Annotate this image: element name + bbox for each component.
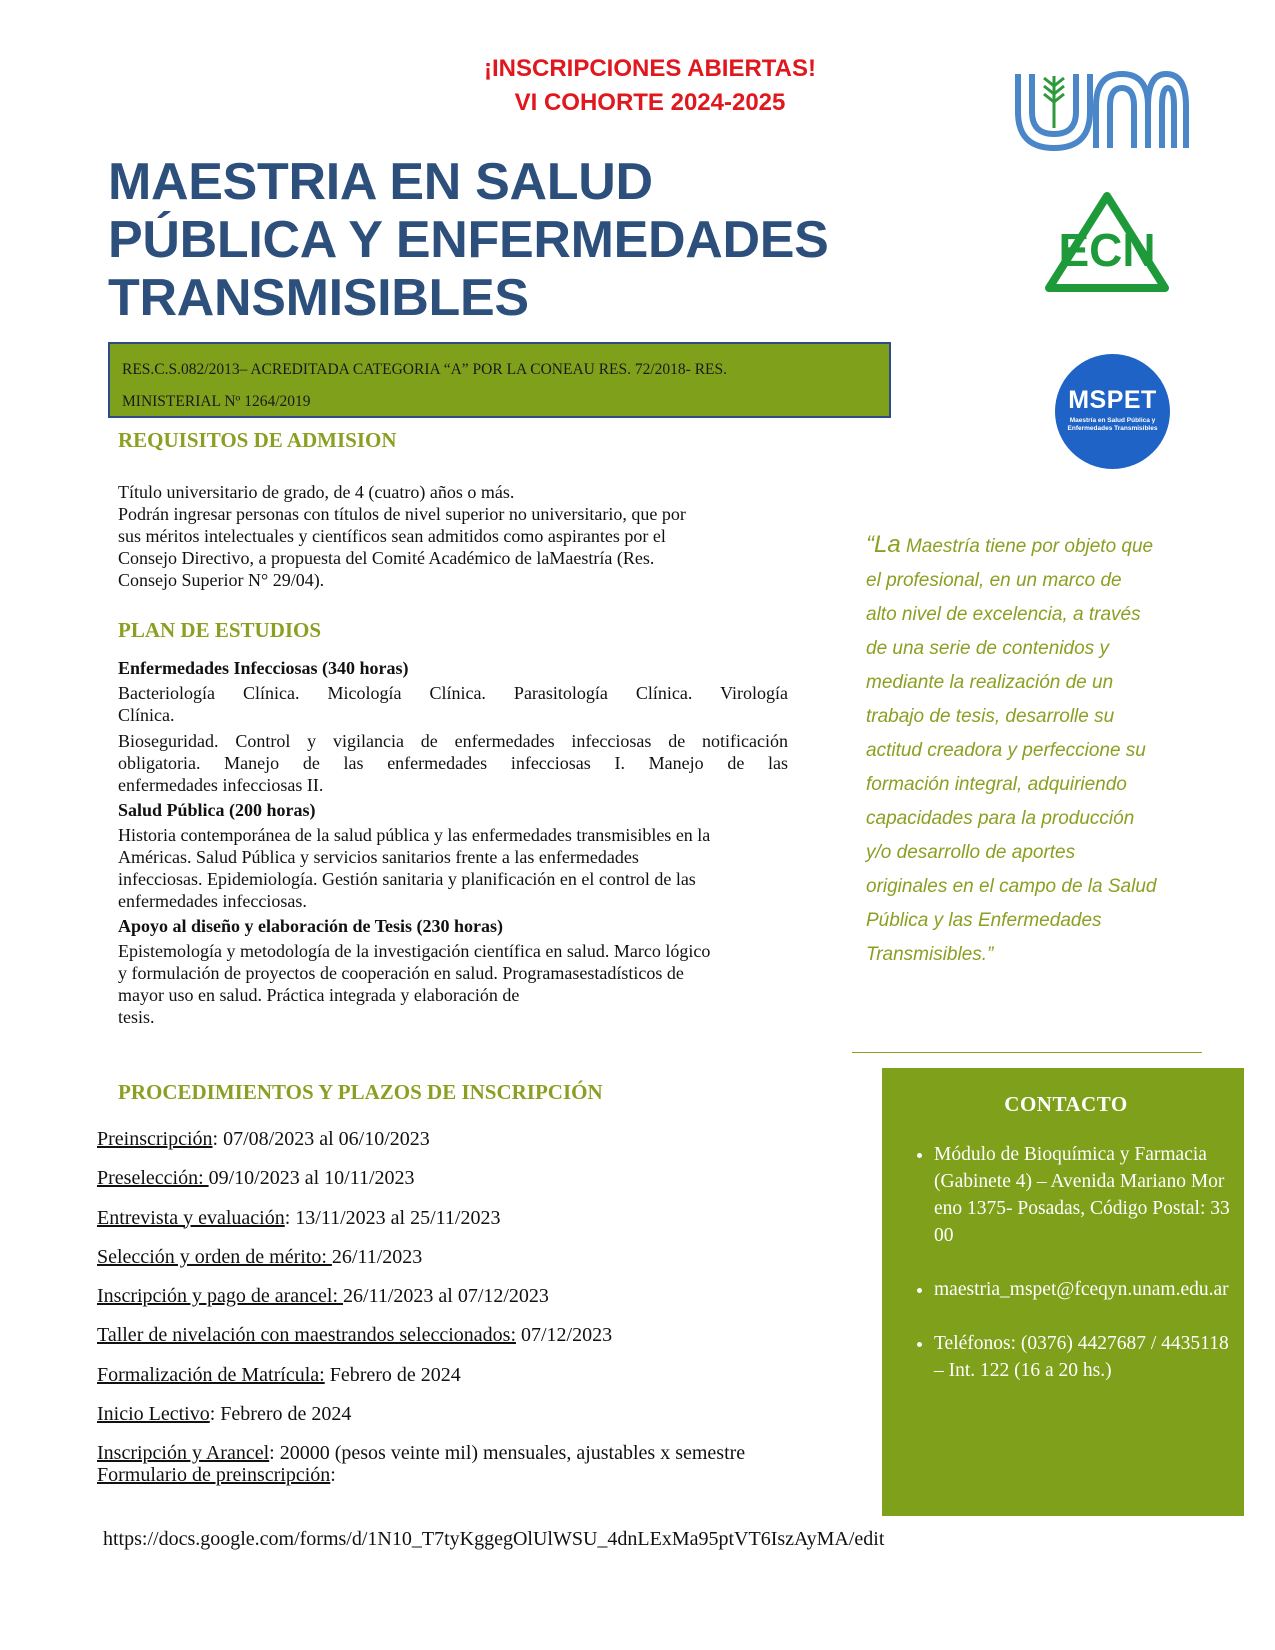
date-value: 26/11/2023 al 07/12/2023 (343, 1285, 549, 1308)
date-value: Febrero de 2024 (324, 1363, 461, 1386)
quote-line-1: Maestría tiene por objeto que (900, 536, 1154, 557)
title-line-2: PÚBLICA Y ENFERMEDADES (108, 211, 829, 269)
date-row-preseleccion (97, 1167, 857, 1206)
admision-text (118, 481, 778, 591)
procedimientos-heading: PROCEDIMIENTOS Y PLAZOS DE INSCRIPCIÓN (118, 1080, 603, 1104)
quote-line-10: y/o desarrollo de aportes (866, 842, 1076, 863)
quote-line-3: alto nivel de excelencia, a través (866, 604, 1141, 625)
date-value: : 07/08/2023 al 06/10/2023 (212, 1128, 430, 1150)
admision-heading: REQUISITOS DE ADMISION (118, 428, 397, 452)
quote-line-2: el profesional, en un marco de (866, 570, 1122, 591)
date-row-seleccion (97, 1246, 857, 1285)
mspet-logo-subtitle: Maestría en Salud Pública y Enfermedades Transmisibles (1067, 417, 1158, 432)
quote-open: “La (866, 531, 901, 558)
mspet-logo (1055, 354, 1170, 469)
divider-line (852, 1052, 1202, 1053)
quote-line-13: Transmisibles.” (866, 944, 994, 965)
date-label: Inscripción y Arancel (97, 1442, 270, 1465)
date-row-inscripcion-pago (97, 1285, 857, 1324)
date-row-entrevista (97, 1207, 857, 1246)
admision-p1: Título universitario de grado, de 4 (cuatro) años o más. (118, 482, 515, 502)
quote-line-4: de una serie de contenidos y (866, 638, 1109, 659)
date-label: Inscripción y pago de arancel: (97, 1285, 344, 1308)
title-line-3: TRANSMISIBLES (108, 269, 529, 327)
title-line-1: MAESTRIA EN SALUD (108, 153, 653, 211)
module-salud-line-4: enfermedades infecciosas. (118, 891, 307, 911)
date-value: : 13/11/2023 al 25/11/2023 (284, 1206, 501, 1229)
date-row-taller (97, 1324, 857, 1363)
admision-p2-line-1: Podrán ingresar personas con títulos de nivel superior no universitario, que por (118, 504, 686, 524)
form-url-link[interactable]: https://docs.google.com/forms/d/1N10_T7tyKggegOlUlWSU_4dnLExMa95ptVT6IszAyMA/edit (103, 1528, 885, 1550)
module-tesis-line-3: mayor uso en salud. Práctica integrada y elaboración de (118, 985, 520, 1005)
module-title-infecciosas: Enfermedades Infecciosas (340 horas) (118, 658, 409, 678)
date-value: 26/11/2023 (331, 1245, 423, 1268)
admision-p2-line-4: Consejo Superior N° 29/04). (118, 570, 325, 590)
quote-line-12: Pública y las Enfermedades (866, 910, 1102, 931)
announcement-line-2: VI COHORTE 2024-2025 (514, 89, 786, 116)
date-label: Preinscripción (97, 1128, 213, 1150)
date-label: Taller de nivelación con maestrandos seleccionados: (97, 1324, 516, 1347)
module-tesis-line-1: Epistemología y metodología de la investigación científica en salud. Marco lógico (118, 941, 711, 961)
module-salud-line-2: Américas. Salud Pública y servicios sanitarios frente a las enfermedades (118, 847, 639, 867)
contact-phones: • Teléfonos: (0376) 4427687 / 4435118 – Int. 122 (16 a 20 hs.) (934, 1330, 1230, 1384)
date-value: 07/12/2023 (516, 1324, 613, 1347)
date-label: Inicio Lectivo (97, 1403, 210, 1426)
module-tesis-line-2: y formulación de proyectos de cooperación en salud. Programasestadísticos de (118, 963, 684, 983)
mspet-logo-title: MSPET (1068, 386, 1157, 414)
module-infecciosas-line-4: obligatoria. Manejo de las enfermedades infecciosas I. Manejo de las (118, 753, 788, 773)
accreditation-box (108, 342, 891, 418)
date-label: Selección y orden de mérito: (97, 1245, 332, 1268)
contact-email[interactable]: • maestria_mspet@fceqyn.unam.edu.ar (934, 1276, 1230, 1303)
date-value: : Febrero de 2024 (209, 1403, 352, 1426)
quote-line-6: trabajo de tesis, desarrolle su (866, 706, 1115, 727)
svg-text:ECN: ECN (1058, 224, 1156, 276)
module-salud-line-3: infecciosas. Epidemiología. Gestión sanitaria y planificación en el control de las (118, 869, 696, 889)
dates-list (97, 1128, 857, 1486)
date-label: Preselección: (97, 1167, 209, 1190)
date-value: 09/10/2023 al 10/11/2023 (208, 1167, 415, 1190)
form-label-row (97, 1464, 857, 1486)
accreditation-line-1: RES.C.S.082/2013– ACREDITADA CATEGORIA “A” POR LA CONEAU RES. 72/2018- RES. (122, 361, 728, 378)
date-row-preinscripcion (97, 1128, 857, 1167)
form-label: Formulario de preinscripción (97, 1464, 331, 1487)
admision-p2-line-2: sus méritos intelectuales y científicos sean admitidos como aspirantes por el (118, 526, 666, 546)
unam-logo (1010, 66, 1190, 156)
page-title (108, 153, 868, 327)
date-row-inicio (97, 1403, 857, 1442)
quote-line-5: mediante la realización de un (866, 672, 1114, 693)
module-infecciosas-line-1: Bacteriología Clínica. Micología Clínica. Parasitología Clínica. Virología (118, 683, 788, 703)
accreditation-line-2: MINISTERIAL Nº 1264/2019 (122, 393, 311, 410)
date-value: : 20000 (pesos veinte mil) mensuales, ajustables x semestre (269, 1442, 746, 1465)
fceqyn-logo (1045, 190, 1170, 295)
date-label: Entrevista y evaluación (97, 1206, 285, 1229)
plan-text (118, 657, 788, 1028)
quote-line-8: formación integral, adquiriendo (866, 774, 1127, 795)
contact-title: CONTACTO (1004, 1092, 1128, 1116)
announcement-line-1: ¡INSCRIPCIONES ABIERTAS! (483, 55, 816, 82)
module-infecciosas-line-2: Clínica. (118, 705, 175, 725)
contact-box (882, 1068, 1244, 1516)
quote-line-11: originales en el campo de la Salud (866, 876, 1157, 897)
quote-line-7: actitud creadora y perfeccione su (866, 740, 1146, 761)
module-title-tesis: Apoyo al diseño y elaboración de Tesis (230 horas) (118, 916, 504, 936)
module-salud-line-1: Historia contemporánea de la salud pública y las enfermedades transmisibles en la (118, 825, 711, 845)
date-label: Formalización de Matrícula: (97, 1363, 325, 1386)
date-row-formalizacion (97, 1364, 857, 1403)
module-infecciosas-line-3: Bioseguridad. Control y vigilancia de enfermedades infecciosas de notificación (118, 731, 788, 751)
form-colon: : (330, 1464, 336, 1487)
module-title-salud-publica: Salud Pública (200 horas) (118, 800, 316, 820)
quote-line-9: capacidades para la producción (866, 808, 1135, 829)
plan-heading: PLAN DE ESTUDIOS (118, 618, 322, 642)
module-infecciosas-line-5: enfermedades infecciosas II. (118, 775, 324, 795)
contact-list (902, 1141, 1230, 1384)
contact-address: • Módulo de Bioquímica y Farmacia (Gabinete 4) – Avenida Mariano Moreno 1375- Posadas, Código Postal: 3300 (934, 1141, 1230, 1249)
admision-p2-line-3: Consejo Directivo, a propuesta del Comité Académico de laMaestría (Res. (118, 548, 655, 568)
mission-quote (866, 528, 1206, 972)
announcement (380, 52, 920, 120)
module-tesis-line-4: tesis. (118, 1007, 155, 1027)
date-row-arancel (97, 1442, 857, 1464)
